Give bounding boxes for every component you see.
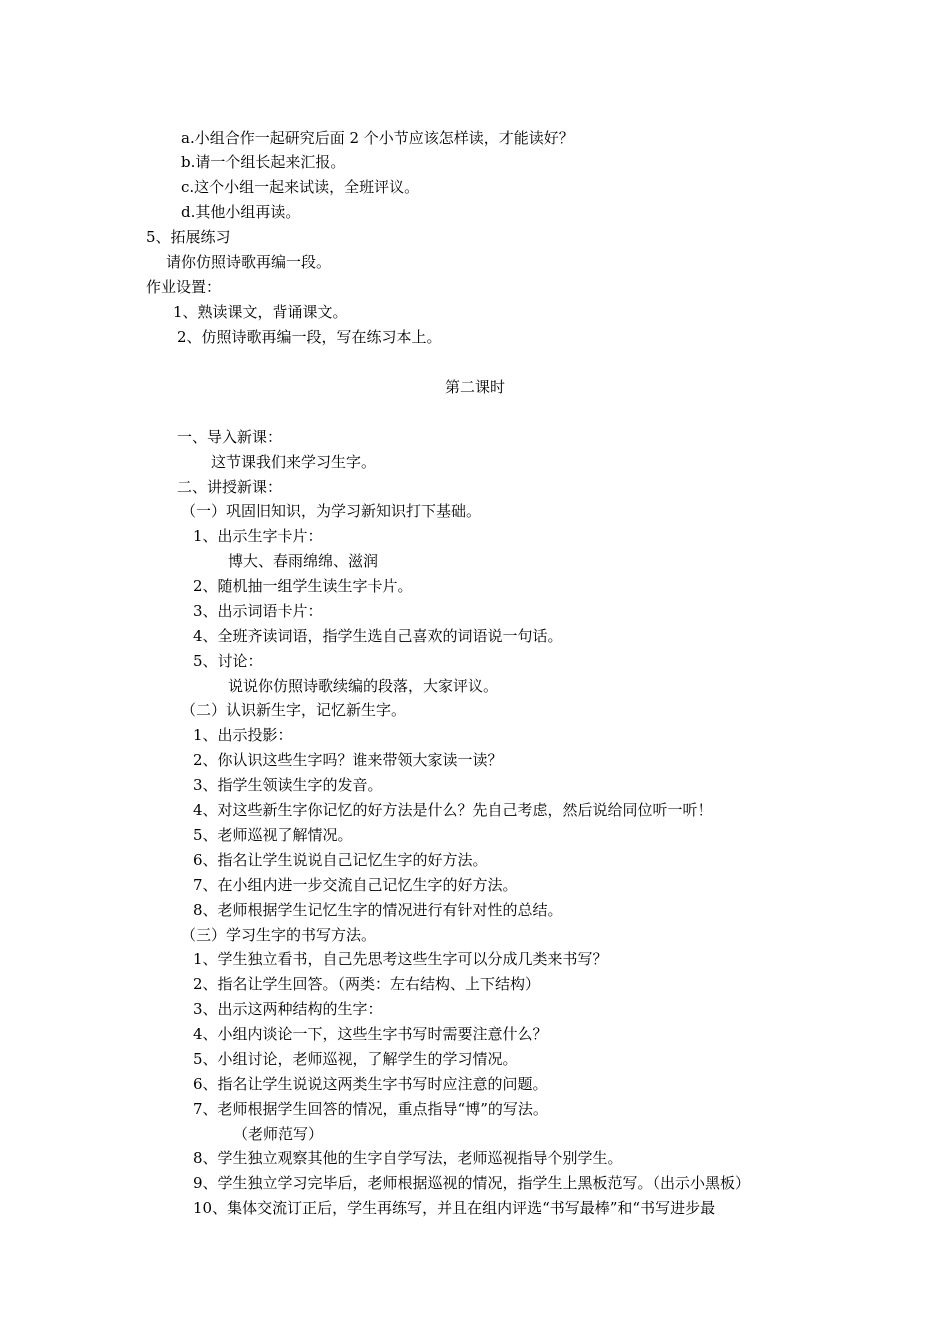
sub1-item: 说说你仿照诗歌续编的段落，大家评议。: [228, 677, 499, 695]
sub3-item: 4、小组内谈论一下，这些生字书写时需要注意什么？: [193, 1025, 548, 1043]
sub1-item: 1、出示生字卡片：: [193, 527, 323, 545]
sub2-item: 7、在小组内进一步交流自己记忆生字的好方法。: [193, 876, 518, 894]
sub2-item: 8、老师根据学生记忆生字的情况进行有针对性的总结。: [193, 901, 563, 919]
homework-item-2: 2、仿照诗歌再编一段，写在练习本上。: [177, 328, 442, 346]
sub1-item: 博大、春雨绵绵、滋润: [228, 552, 379, 570]
sub3-item: 10、集体交流订正后，学生再练写，并且在组内评选“书写最棒”和“书写进步最: [193, 1199, 716, 1217]
part1-title: 一、导入新课：: [177, 428, 283, 446]
sub1-title: （一）巩固旧知识，为学习新知识打下基础。: [181, 502, 482, 520]
sub1-item: 4、全班齐读词语，指学生选自己喜欢的词语说一句话。: [193, 627, 563, 645]
group-step-d: d.其他小组再读。: [181, 203, 301, 221]
sub2-item: 3、指学生领读生字的发音。: [193, 776, 383, 794]
homework-item-1: 1、熟读课文，背诵课文。: [173, 303, 348, 321]
sub2-item: 2、你认识这些生字吗？谁来带领大家读一读？: [193, 751, 503, 769]
sub3-item: 9、学生独立学习完毕后，老师根据巡视的情况，指学生上黑板范写。（出示小黑板）: [193, 1174, 751, 1192]
step5-title: 5、拓展练习: [146, 228, 231, 246]
sub3-item: 2、指名让学生回答。（两类：左右结构、上下结构）: [193, 975, 541, 993]
sub2-item: 4、对这些新生字你记忆的好方法是什么？先自己考虑，然后说给同位听一听！: [193, 801, 713, 819]
sub3-title: （三）学习生字的书写方法。: [181, 926, 377, 944]
sub3-item: 5、小组讨论，老师巡视，了解学生的学习情况。: [193, 1050, 518, 1068]
part2-title: 二、讲授新课：: [177, 478, 283, 496]
sub2-item: 1、出示投影：: [193, 726, 293, 744]
sub3-item: （老师范写）: [233, 1125, 324, 1143]
sub3-item: 6、指名让学生说说这两类生字书写时应注意的问题。: [193, 1075, 548, 1093]
group-step-a: a.小组合作一起研究后面 2 个小节应该怎样读，才能读好？: [181, 129, 574, 147]
sub1-item: 3、出示词语卡片：: [193, 602, 323, 620]
homework-title: 作业设置：: [146, 278, 222, 296]
sub2-item: 6、指名让学生说说自己记忆生字的好方法。: [193, 851, 488, 869]
sub3-item: 3、出示这两种结构的生字：: [193, 1000, 383, 1018]
sub3-item: 7、老师根据学生回答的情况，重点指导“博”的写法。: [193, 1100, 548, 1118]
sub1-item: 5、讨论：: [193, 652, 263, 670]
sub3-item: 1、学生独立看书，自己先思考这些生字可以分成几类来书写？: [193, 950, 608, 968]
step5-content: 请你仿照诗歌再编一段。: [166, 253, 332, 271]
sub2-item: 5、老师巡视了解情况。: [193, 826, 353, 844]
lesson2-title: 第二课时: [444, 378, 505, 396]
sub1-item: 2、随机抽一组学生读生字卡片。: [193, 577, 413, 595]
group-step-b: b.请一个组长起来汇报。: [181, 153, 346, 171]
sub3-item: 8、学生独立观察其他的生字自学写法，老师巡视指导个别学生。: [193, 1149, 623, 1167]
group-step-c: c.这个小组一起来试读，全班评议。: [181, 178, 420, 196]
sub2-title: （二）认识新生字，记忆新生字。: [181, 701, 407, 719]
part1-content: 这节课我们来学习生字。: [211, 453, 377, 471]
